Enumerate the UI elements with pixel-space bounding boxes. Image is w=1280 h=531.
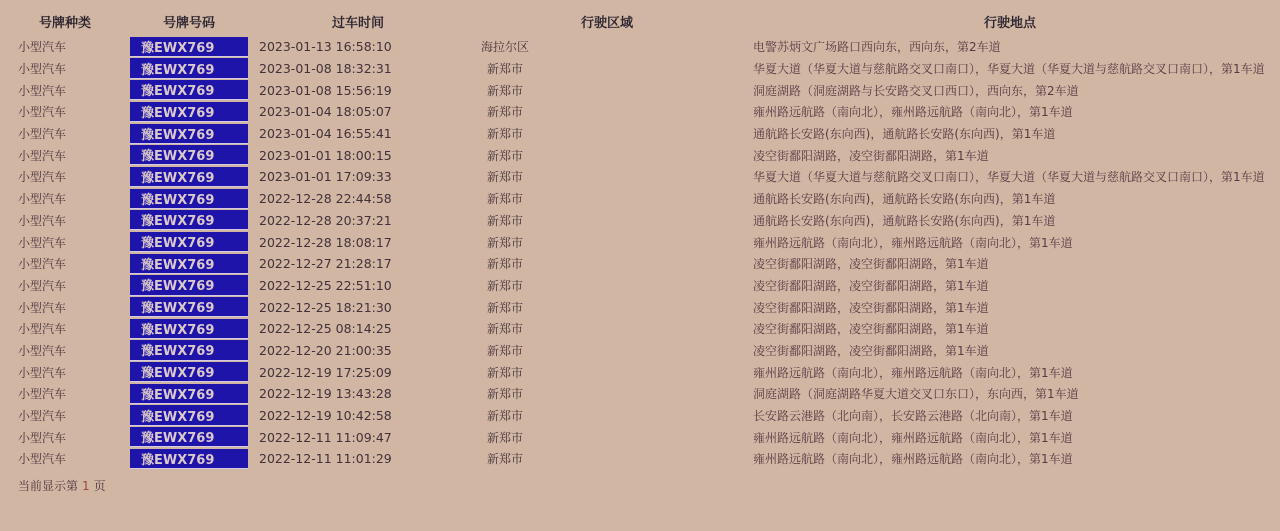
- plate-number-badge[interactable]: 豫EWX769: [130, 275, 248, 295]
- table-row: [0, 79, 1280, 101]
- plate-number-badge[interactable]: 豫EWX769: [130, 254, 248, 274]
- pass-time-cell: 2022-12-11 11:09:47: [259, 429, 392, 445]
- plate-number-badge[interactable]: 豫EWX769: [130, 319, 248, 339]
- plate-number-badge[interactable]: 豫EWX769: [130, 145, 248, 165]
- pass-time-cell: 2023-01-04 18:05:07: [259, 104, 392, 120]
- driving-area-cell: 新郑市: [486, 452, 523, 467]
- table-body: [0, 36, 1280, 470]
- table-row: [0, 210, 1280, 232]
- plate-type-cell: 小型汽车: [18, 387, 67, 402]
- table-row: [0, 101, 1280, 123]
- driving-location-cell: 凌空街鄱阳湖路，凌空街鄱阳湖路，第1车道: [753, 343, 989, 358]
- driving-location-cell: 电警苏炳文广场路口西向东，西向东，第2车道: [753, 40, 1001, 55]
- plate-number-cell: [130, 166, 248, 188]
- plate-type-cell: 小型汽车: [18, 409, 67, 424]
- plate-number-badge[interactable]: 豫EWX769: [130, 124, 248, 144]
- plate-number-badge[interactable]: 豫EWX769: [130, 297, 248, 317]
- plate-number-cell: [130, 79, 248, 101]
- driving-location-cell: 华夏大道（华夏大道与慈航路交叉口南口），华夏大道（华夏大道与慈航路交叉口南口），第1车道: [753, 170, 1265, 185]
- driving-location-cell: 凌空街鄱阳湖路，凌空街鄱阳湖路，第1车道: [753, 322, 989, 337]
- driving-location-cell: 凌空街鄱阳湖路，凌空街鄱阳湖路，第1车道: [753, 300, 989, 315]
- table-row: [0, 188, 1280, 210]
- plate-number-cell: [130, 36, 248, 58]
- plate-number-badge[interactable]: 豫EWX769: [130, 340, 248, 360]
- plate-number-cell: [130, 253, 248, 275]
- driving-location-cell: 雍州路远航路（南向北），雍州路远航路（南向北），第1车道: [753, 365, 1073, 380]
- plate-number-cell: [130, 188, 248, 210]
- header-plate-type: 号牌种类: [38, 16, 91, 31]
- plate-type-cell: 小型汽车: [18, 430, 67, 445]
- plate-type-cell: 小型汽车: [18, 62, 67, 77]
- plate-number-cell: [130, 296, 248, 318]
- current-page-number: 1: [82, 479, 90, 493]
- pass-time-cell: 2022-12-28 22:44:58: [259, 191, 392, 207]
- driving-location-cell: 通航路长安路(东向西)，通航路长安路(东向西)，第1车道: [753, 127, 1056, 142]
- plate-type-cell: 小型汽车: [18, 127, 67, 142]
- pass-time-cell: 2022-12-28 18:08:17: [259, 234, 392, 250]
- pass-time-cell: 2022-12-25 22:51:10: [259, 277, 392, 293]
- plate-number-badge[interactable]: 豫EWX769: [130, 189, 248, 209]
- table-row: [0, 123, 1280, 145]
- pass-time-cell: 2022-12-19 17:25:09: [259, 364, 392, 380]
- plate-number-badge[interactable]: 豫EWX769: [130, 427, 248, 447]
- plate-number-cell: [130, 383, 248, 405]
- table-row: [0, 448, 1280, 470]
- driving-area-cell: 新郑市: [486, 365, 523, 380]
- pass-time-cell: 2023-01-13 16:58:10: [259, 39, 392, 55]
- pagination-status: [18, 477, 106, 494]
- driving-location-cell: 通航路长安路(东向西)，通航路长安路(东向西)，第1车道: [753, 213, 1056, 228]
- plate-number-badge[interactable]: 豫EWX769: [130, 167, 248, 187]
- driving-area-cell: 新郑市: [486, 343, 523, 358]
- plate-number-cell: [130, 144, 248, 166]
- table-row: [0, 253, 1280, 275]
- table-row: [0, 58, 1280, 80]
- driving-location-cell: 雍州路远航路（南向北），雍州路远航路（南向北），第1车道: [753, 430, 1073, 445]
- pass-time-cell: 2022-12-19 10:42:58: [259, 408, 392, 424]
- plate-number-badge[interactable]: 豫EWX769: [130, 102, 248, 122]
- driving-area-cell: 新郑市: [486, 257, 523, 272]
- driving-area-cell: 新郑市: [486, 192, 523, 207]
- driving-location-cell: 洞庭湖路（洞庭湖路华夏大道交叉口东口），东向西，第1车道: [753, 387, 1079, 402]
- plate-number-badge[interactable]: 豫EWX769: [130, 405, 248, 425]
- driving-area-cell: 新郑市: [486, 387, 523, 402]
- pass-time-cell: 2023-01-08 18:32:31: [259, 61, 392, 77]
- plate-number-cell: [130, 405, 248, 427]
- pagination-suffix: 页: [93, 479, 106, 493]
- pass-time-cell: 2022-12-11 11:01:29: [259, 451, 392, 467]
- driving-area-cell: 新郑市: [486, 300, 523, 315]
- plate-type-cell: 小型汽车: [18, 343, 67, 358]
- plate-type-cell: 小型汽车: [18, 148, 67, 163]
- driving-area-cell: 海拉尔区: [480, 40, 529, 55]
- driving-area-cell: 新郑市: [486, 127, 523, 142]
- pass-time-cell: 2023-01-01 18:00:15: [259, 147, 392, 163]
- driving-area-cell: 新郑市: [486, 148, 523, 163]
- table-row: [0, 166, 1280, 188]
- plate-type-cell: 小型汽车: [18, 322, 67, 337]
- driving-location-cell: 长安路云港路（北向南），长安路云港路（北向南），第1车道: [753, 409, 1073, 424]
- plate-type-cell: 小型汽车: [18, 278, 67, 293]
- plate-number-cell: [130, 448, 248, 470]
- driving-location-cell: 雍州路远航路（南向北），雍州路远航路（南向北），第1车道: [753, 105, 1073, 120]
- plate-number-badge[interactable]: 豫EWX769: [130, 362, 248, 382]
- plate-type-cell: 小型汽车: [18, 105, 67, 120]
- plate-number-cell: [130, 340, 248, 362]
- driving-location-cell: 华夏大道（华夏大道与慈航路交叉口南口），华夏大道（华夏大道与慈航路交叉口南口），第1车道: [753, 62, 1265, 77]
- plate-number-cell: [130, 101, 248, 123]
- pass-time-cell: 2023-01-08 15:56:19: [259, 82, 392, 98]
- pass-time-cell: 2022-12-19 13:43:28: [259, 386, 392, 402]
- plate-number-cell: [130, 58, 248, 80]
- table-row: [0, 296, 1280, 318]
- plate-number-cell: [130, 426, 248, 448]
- pass-time-cell: 2022-12-28 20:37:21: [259, 212, 392, 228]
- driving-area-cell: 新郑市: [486, 235, 523, 250]
- pagination-prefix: 当前显示第: [18, 479, 79, 493]
- driving-area-cell: 新郑市: [486, 62, 523, 77]
- table-row: [0, 361, 1280, 383]
- driving-area-cell: 新郑市: [486, 213, 523, 228]
- driving-location-cell: 洞庭湖路（洞庭湖路与长安路交叉口西口），西向东，第2车道: [753, 83, 1079, 98]
- driving-location-cell: 雍州路远航路（南向北），雍州路远航路（南向北），第1车道: [753, 235, 1073, 250]
- plate-number-cell: [130, 210, 248, 232]
- plate-number-badge[interactable]: 豫EWX769: [130, 80, 248, 100]
- driving-location-cell: 凌空街鄱阳湖路，凌空街鄱阳湖路，第1车道: [753, 278, 989, 293]
- header-pass-time: 过车时间: [331, 16, 384, 31]
- plate-type-cell: 小型汽车: [18, 365, 67, 380]
- pass-time-cell: 2022-12-25 08:14:25: [259, 321, 392, 337]
- plate-type-cell: 小型汽车: [18, 192, 67, 207]
- driving-location-cell: 凌空街鄱阳湖路，凌空街鄱阳湖路，第1车道: [753, 148, 989, 163]
- driving-area-cell: 新郑市: [486, 170, 523, 185]
- table-row: [0, 275, 1280, 297]
- header-driving-area: 行驶区域: [580, 16, 633, 31]
- header-plate-number: 号牌号码: [162, 16, 215, 31]
- table-row: [0, 36, 1280, 58]
- plate-number-badge[interactable]: 豫EWX769: [130, 37, 248, 57]
- driving-area-cell: 新郑市: [486, 430, 523, 445]
- plate-type-cell: 小型汽车: [18, 257, 67, 272]
- driving-location-cell: 雍州路远航路（南向北），雍州路远航路（南向北），第1车道: [753, 452, 1073, 467]
- plate-number-cell: [130, 275, 248, 297]
- pass-time-cell: 2022-12-25 18:21:30: [259, 299, 392, 315]
- table-row: [0, 405, 1280, 427]
- plate-number-cell: [130, 361, 248, 383]
- plate-number-badge[interactable]: 豫EWX769: [130, 384, 248, 404]
- pass-time-cell: 2022-12-27 21:28:17: [259, 256, 392, 272]
- plate-number-badge[interactable]: 豫EWX769: [130, 449, 248, 469]
- plate-number-cell: [130, 318, 248, 340]
- plate-number-badge[interactable]: 豫EWX769: [130, 58, 248, 78]
- pass-time-cell: 2022-12-20 21:00:35: [259, 342, 392, 358]
- driving-area-cell: 新郑市: [486, 322, 523, 337]
- driving-area-cell: 新郑市: [486, 83, 523, 98]
- driving-area-cell: 新郑市: [486, 409, 523, 424]
- table-row: [0, 340, 1280, 362]
- table-row: [0, 383, 1280, 405]
- plate-number-cell: [130, 231, 248, 253]
- plate-type-cell: 小型汽车: [18, 170, 67, 185]
- plate-type-cell: 小型汽车: [18, 452, 67, 467]
- pass-time-cell: 2023-01-01 17:09:33: [259, 169, 392, 185]
- driving-location-cell: 通航路长安路(东向西)，通航路长安路(东向西)，第1车道: [753, 192, 1056, 207]
- table-row: [0, 144, 1280, 166]
- driving-location-cell: 凌空街鄱阳湖路，凌空街鄱阳湖路，第1车道: [753, 257, 989, 272]
- driving-area-cell: 新郑市: [486, 278, 523, 293]
- plate-type-cell: 小型汽车: [18, 83, 67, 98]
- plate-number-badge[interactable]: 豫EWX769: [130, 210, 248, 230]
- table-row: [0, 231, 1280, 253]
- plate-type-cell: 小型汽车: [18, 235, 67, 250]
- header-driving-location: 行驶地点: [983, 16, 1036, 31]
- table-row: [0, 318, 1280, 340]
- table-header-row: [0, 0, 1280, 36]
- plate-type-cell: 小型汽车: [18, 40, 67, 55]
- plate-type-cell: 小型汽车: [18, 213, 67, 228]
- pass-time-cell: 2023-01-04 16:55:41: [259, 126, 392, 142]
- table-row: [0, 426, 1280, 448]
- plate-number-badge[interactable]: 豫EWX769: [130, 232, 248, 252]
- plate-type-cell: 小型汽车: [18, 300, 67, 315]
- plate-number-cell: [130, 123, 248, 145]
- driving-area-cell: 新郑市: [486, 105, 523, 120]
